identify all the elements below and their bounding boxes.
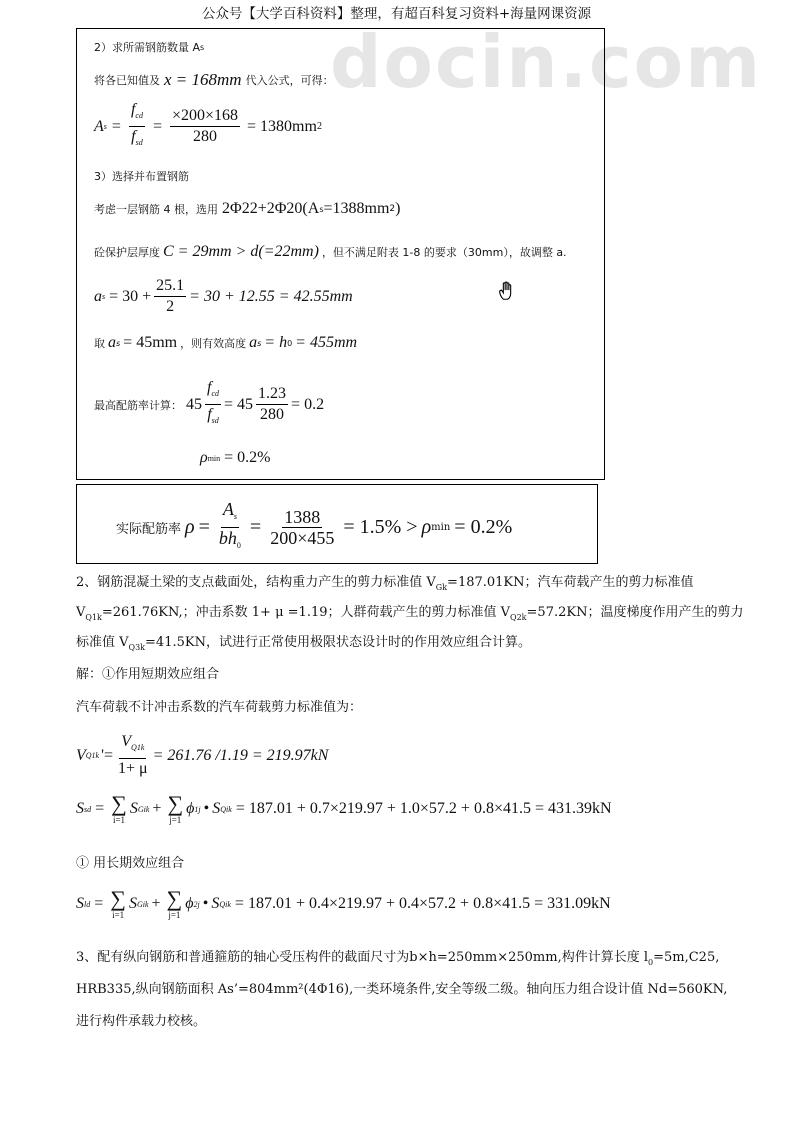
q2-solution-head: 解：①作用短期效应组合 bbox=[76, 667, 220, 682]
watermark: docin.com bbox=[330, 20, 763, 104]
long-term-head: ① 用长期效应组合 bbox=[76, 856, 185, 871]
hand-cursor-icon bbox=[496, 280, 518, 302]
actual-ratio-line: 实际配筋率 ρ = $\frac{A_s}{bh_0}$ = $\frac{1388}{200\times 455}$ = 1.5% > ρ min = 0.2% bbox=[116, 499, 513, 550]
step2-heading: 2）求所需钢筋数量 A s bbox=[94, 41, 205, 54]
sld-equation: S ld = ∑ i=1 S Gik + ∑ j=1 ϕ 2j • S Qik = 187.01 + 0.4×219.97 + 0.4×57.2 + 0.8×41.5 = 331.09kN bbox=[76, 886, 611, 920]
rho-min-line: ρ min = 0.2% bbox=[200, 449, 271, 466]
q3-line1: 3、配有纵向钢筋和普通箍筋的轴心受压构件的截面尺寸为b×h=250mm×250mm,构件计算长度 $l_0=5m,C25$, bbox=[76, 950, 720, 967]
bar-choice-line: 考虑一层钢筋 4 根，选用 2Φ22+2Φ20( A s =1388mm 2 ) bbox=[94, 200, 401, 217]
q3-line2: HRB335,纵向钢筋面积 As’=804mm²(4Φ16),一类环境条件,安全等级二级。轴向压力组合设计值 Nd=560KN, bbox=[76, 982, 728, 997]
q2-solution-note: 汽车荷载不计冲击系数的汽车荷载剪力标准值为： bbox=[76, 700, 363, 715]
ssd-equation: S sd = ∑ i=1 S Gik + ∑ j=1 ϕ 1j • S Qik = 187.01 + 0.7×219.97 + 1.0×57.2 + 0.8×41.5 = 431.39kN bbox=[76, 791, 612, 825]
q3-line3: 进行构件承载力校核。 bbox=[76, 1014, 207, 1029]
q2-line2: $V_{Q1k}=261.76KN$,；冲击系数 1+ μ =1.19；人群荷载产生的剪力标准值 $V_{Q2k}=57.2KN$；温度梯度作用产生的剪力 bbox=[76, 605, 744, 622]
vq-equation: V Q1k '= $\frac{V_{Q1k}}{1+ \mu}$ = 261.76 /1.19 = 219.97kN bbox=[76, 733, 329, 777]
page-header: 公众号【大学百科资料】整理，有超百科复习资料+海量网课资源 bbox=[201, 6, 592, 22]
as-equation: A s = $\frac{f_{cd}}{f_{sd}}$ = $\frac{\times 200\times 168}{280}$ = 1380mm 2 bbox=[94, 101, 322, 147]
substitution-line: 将各已知值及 x = 168mm 代入公式，可得： bbox=[94, 70, 334, 89]
step3-heading: 3）选择并布置钢筋 bbox=[94, 170, 189, 183]
q2-line1: 2、钢筋混凝土梁的支点截面处，结构重力产生的剪力标准值 $V_{Gk}=187.01KN$；汽车荷载产生的剪力标准值 bbox=[76, 575, 694, 592]
as-calc-equation: a s = 30 + $\frac{25.1}{2}$ = 30 + 12.55 = 42.55mm bbox=[94, 277, 353, 315]
rho-max-line: 最高配筋率计算： 45 $\frac{f_{cd}}{f_{sd}}$ = 45 $\frac{1.23}{280}$ = 0.2 bbox=[94, 379, 325, 425]
take-as-line: 取 a s = 45mm ，则有效高度 a s = h 0 = 455mm bbox=[94, 334, 358, 351]
q2-line3: 标准值 $V_{Q3k}=41.5KN$，试进行正常使用极限状态设计时的作用效应组合计算。 bbox=[76, 635, 531, 652]
cover-line: 砼保护层厚度 C = 29mm > d(=22mm) ，但不满足附表 1-8 的要求（30mm），故调整 a. bbox=[94, 243, 567, 260]
